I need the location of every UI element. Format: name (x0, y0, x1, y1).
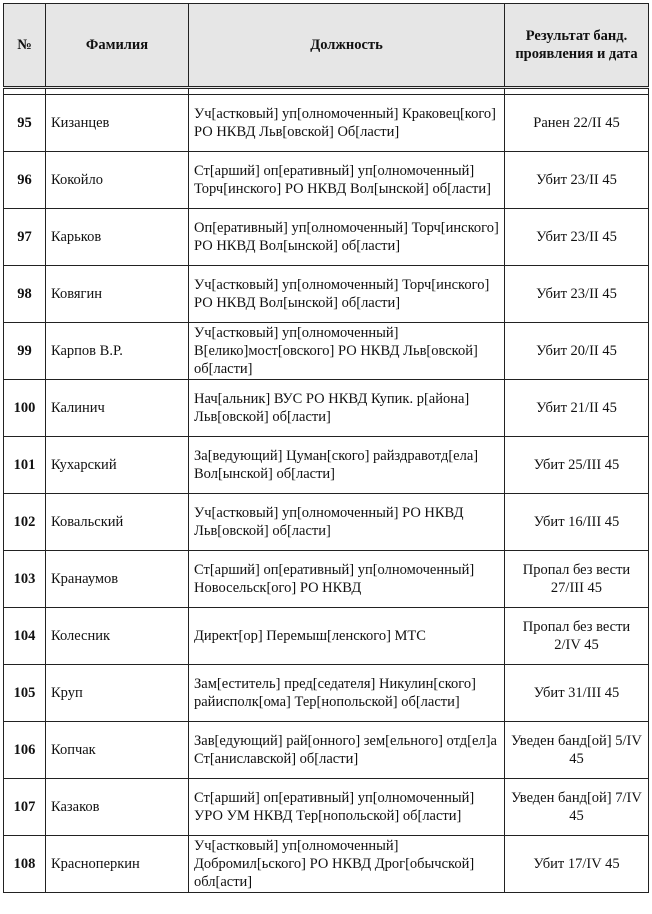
gap-cell (505, 88, 649, 95)
row-surname: Карьков (46, 209, 189, 266)
gap-cell (46, 88, 189, 95)
row-number: 107 (4, 779, 46, 836)
row-result: Уведен банд[ой] 7/IV 45 (505, 779, 649, 836)
table-row (4, 437, 649, 494)
row-number: 100 (4, 380, 46, 437)
row-result: Убит 23/II 45 (505, 152, 649, 209)
casualty-table (3, 3, 649, 893)
row-result: Пропал без вести 2/IV 45 (505, 608, 649, 665)
row-position: Нач[альник] ВУС РО НКВД Купик. р[айона] Льв[овской] об[ласти] (189, 380, 505, 437)
row-number: 95 (4, 95, 46, 152)
row-result: Убит 16/III 45 (505, 494, 649, 551)
row-position: Ст[арший] оп[еративный] уп[олномоченный] УРО УМ НКВД Тер[нопольской] об[ласти] (189, 779, 505, 836)
table-row (4, 209, 649, 266)
row-surname: Кокойло (46, 152, 189, 209)
row-result: Убит 21/II 45 (505, 380, 649, 437)
table-body (4, 88, 649, 893)
table-row (4, 266, 649, 323)
row-number: 102 (4, 494, 46, 551)
header-surname: Фамилия (46, 4, 189, 88)
table-row (4, 665, 649, 722)
table-row (4, 779, 649, 836)
row-position: Директ[ор] Перемыш[ленского] МТС (189, 608, 505, 665)
row-number: 104 (4, 608, 46, 665)
table-row (4, 551, 649, 608)
row-surname: Колесник (46, 608, 189, 665)
row-position: Зав[едующий] рай[онного] зем[ельного] отд[ел]а Ст[аниславской] об[ласти] (189, 722, 505, 779)
header-position: Должность (189, 4, 505, 88)
row-result: Ранен 22/II 45 (505, 95, 649, 152)
row-result: Убит 23/II 45 (505, 266, 649, 323)
row-position: Уч[астковый] уп[олномоченный] Добромил[ьского] РО НКВД Дрог[обычской] обл[асти] (189, 836, 505, 893)
row-result: Убит 23/II 45 (505, 209, 649, 266)
row-number: 96 (4, 152, 46, 209)
header-gap (4, 88, 649, 95)
row-surname: Кизанцев (46, 95, 189, 152)
row-position: Оп[еративный] уп[олномоченный] Торч[инского] РО НКВД Вол[ынской] об[ласти] (189, 209, 505, 266)
row-surname: Калинич (46, 380, 189, 437)
row-surname: Кранаумов (46, 551, 189, 608)
row-number: 108 (4, 836, 46, 893)
row-surname: Ковальский (46, 494, 189, 551)
row-result: Пропал без вести 27/III 45 (505, 551, 649, 608)
table-row (4, 836, 649, 893)
row-number: 98 (4, 266, 46, 323)
row-position: Уч[астковый] уп[олномоченный] Краковец[кого] РО НКВД Льв[овской] Об[ласти] (189, 95, 505, 152)
row-surname: Копчак (46, 722, 189, 779)
table-row (4, 380, 649, 437)
table-row (4, 323, 649, 380)
gap-cell (189, 88, 505, 95)
row-surname: Круп (46, 665, 189, 722)
row-number: 105 (4, 665, 46, 722)
row-position: Уч[астковый] уп[олномоченный] Торч[инского] РО НКВД Вол[ынской] об[ласти] (189, 266, 505, 323)
row-position: Ст[арший] оп[еративный] уп[олномоченный] Новосельск[ого] РО НКВД (189, 551, 505, 608)
header-number: № (4, 4, 46, 88)
row-surname: Ковягин (46, 266, 189, 323)
row-surname: Красноперкин (46, 836, 189, 893)
row-number: 97 (4, 209, 46, 266)
table-row (4, 722, 649, 779)
row-position: За[ведующий] Цуман[ского] райздравотд[ела] Вол[ынской] об[ласти] (189, 437, 505, 494)
header-result: Результат банд. проявления и дата (505, 4, 649, 88)
row-surname: Кухарский (46, 437, 189, 494)
document-page (3, 3, 648, 893)
row-surname: Казаков (46, 779, 189, 836)
row-result: Уведен банд[ой] 5/IV 45 (505, 722, 649, 779)
table-header (4, 4, 649, 88)
table-row (4, 152, 649, 209)
row-position: Уч[астковый] уп[олномоченный] РО НКВД Льв[овской] об[ласти] (189, 494, 505, 551)
gap-cell (4, 88, 46, 95)
table-row (4, 494, 649, 551)
row-number: 101 (4, 437, 46, 494)
table-row (4, 95, 649, 152)
row-surname: Карпов В.Р. (46, 323, 189, 380)
row-position: Ст[арший] оп[еративный] уп[олномоченный] Торч[инского] РО НКВД Вол[ынской] об[ласти] (189, 152, 505, 209)
row-result: Убит 25/III 45 (505, 437, 649, 494)
row-number: 103 (4, 551, 46, 608)
row-position: Уч[астковый] уп[олномоченный] В[елико]мост[овского] РО НКВД Льв[овской] об[ласти] (189, 323, 505, 380)
row-number: 99 (4, 323, 46, 380)
row-number: 106 (4, 722, 46, 779)
row-result: Убит 31/III 45 (505, 665, 649, 722)
row-result: Убит 17/IV 45 (505, 836, 649, 893)
row-result: Убит 20/II 45 (505, 323, 649, 380)
table-row (4, 608, 649, 665)
row-position: Зам[еститель] пред[седателя] Никулин[ского] райисполк[ома] Тер[нопольской] об[ласти] (189, 665, 505, 722)
